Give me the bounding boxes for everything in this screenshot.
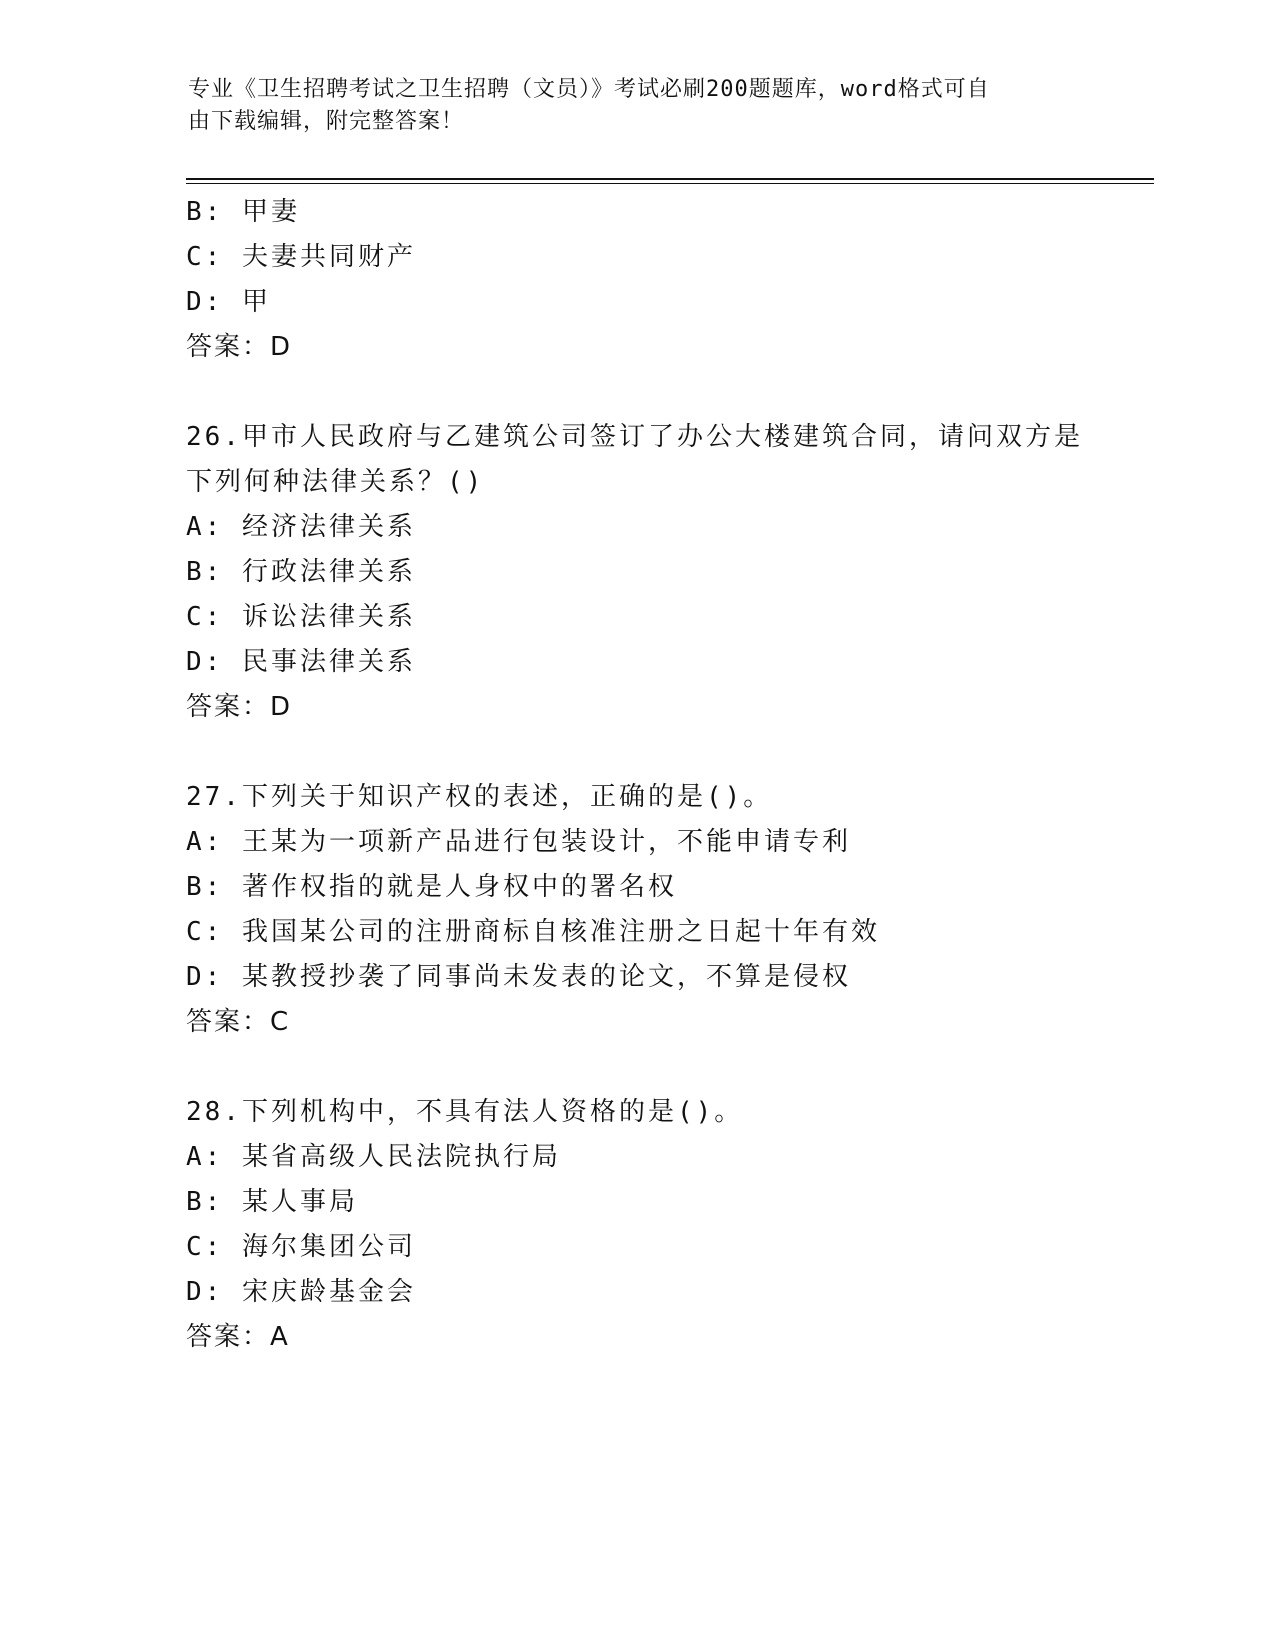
header-rule-thick	[186, 178, 1154, 180]
option-d: D: 甲	[186, 287, 271, 317]
option-d: D: 某教授抄袭了同事尚未发表的论文，不算是侵权	[186, 962, 851, 992]
answer-line: 答案：D	[186, 332, 293, 362]
header-line-2: 由下载编辑，附完整答案！	[188, 109, 465, 134]
option-c: C: 海尔集团公司	[186, 1232, 416, 1262]
question-27-stem: 27.下列关于知识产权的表述，正确的是()。	[186, 782, 773, 812]
option-b: B: 行政法律关系	[186, 557, 416, 587]
header-line-1: 专业《卫生招聘考试之卫生招聘（文员）》考试必刷200题题库，word格式可自	[188, 77, 990, 102]
option-a: A: 王某为一项新产品进行包装设计，不能申请专利	[186, 827, 851, 857]
option-a: A: 经济法律关系	[186, 512, 416, 542]
option-b: B: 某人事局	[186, 1187, 358, 1217]
question-26-stem: 26.甲市人民政府与乙建筑公司签订了办公大楼建筑合同，请问双方是	[186, 422, 1083, 452]
option-c: C: 诉讼法律关系	[186, 602, 416, 632]
option-d: D: 宋庆龄基金会	[186, 1277, 416, 1307]
answer-line: 答案：D	[186, 692, 293, 722]
option-b: B: 著作权指的就是人身权中的署名权	[186, 872, 677, 902]
option-c: C: 我国某公司的注册商标自核准注册之日起十年有效	[186, 917, 880, 947]
document-header	[188, 74, 1068, 138]
question-list	[186, 190, 1146, 1360]
option-b: B: 甲妻	[186, 197, 300, 227]
answer-line: 答案：C	[186, 1007, 291, 1037]
header-rule-thin	[186, 183, 1154, 184]
option-c: C: 夫妻共同财产	[186, 242, 416, 272]
question-26-stem-cont: 下列何种法律关系？()	[186, 467, 485, 497]
option-a: A: 某省高级人民法院执行局	[186, 1142, 561, 1172]
option-d: D: 民事法律关系	[186, 647, 416, 677]
answer-line: 答案：A	[186, 1322, 290, 1352]
question-28-stem: 28.下列机构中，不具有法人资格的是()。	[186, 1097, 744, 1127]
